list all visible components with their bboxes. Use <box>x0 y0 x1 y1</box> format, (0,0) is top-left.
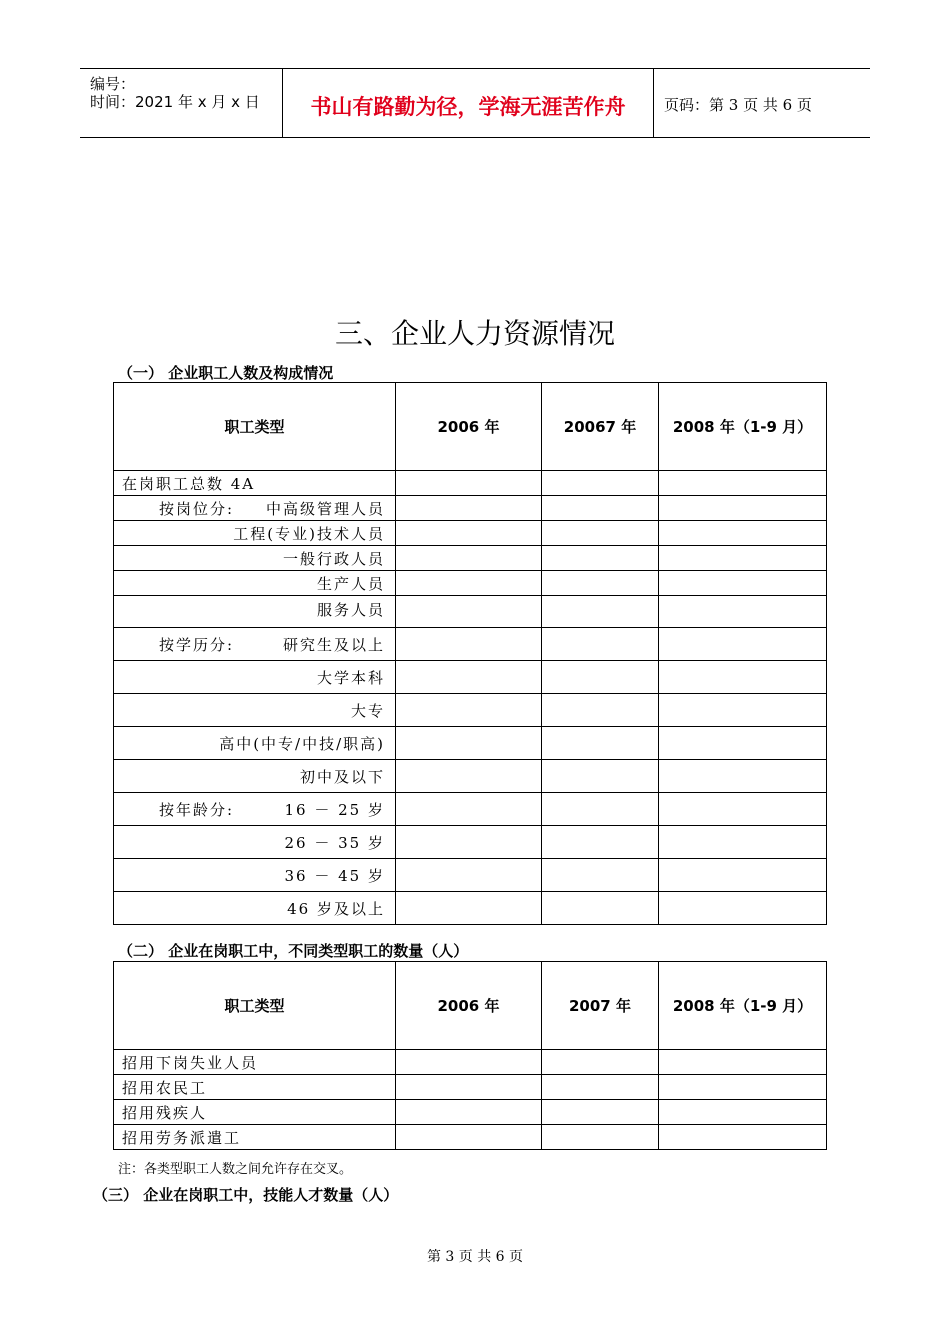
row-label: 工程(专业)技术人员 <box>114 521 396 546</box>
row-label: 大专 <box>114 694 396 727</box>
table-cell[interactable] <box>542 859 659 892</box>
table-cell[interactable] <box>659 496 827 521</box>
table-cell[interactable] <box>396 496 542 521</box>
row-label: 在岗职工总数 4A <box>114 471 396 496</box>
table-cell[interactable] <box>659 826 827 859</box>
table-row <box>114 760 827 793</box>
table-cell[interactable] <box>396 793 542 826</box>
table-cell[interactable] <box>542 571 659 596</box>
column-header: 2007 年 <box>542 962 659 1050</box>
table-row <box>114 571 827 596</box>
table-cell[interactable] <box>542 661 659 694</box>
table-cell[interactable] <box>396 471 542 496</box>
row-label-cell <box>114 496 396 521</box>
section2-heading: （二） 企业在岗职工中，不同类型职工的数量（人） <box>118 942 469 960</box>
column-header: 职工类型 <box>114 383 396 471</box>
page-header <box>80 68 870 138</box>
table-row <box>114 521 827 546</box>
header-motto-cell <box>283 69 654 137</box>
row-label: 招用残疾人 <box>114 1100 396 1125</box>
table-cell[interactable] <box>396 694 542 727</box>
table-cell[interactable] <box>542 471 659 496</box>
table-cell[interactable] <box>659 727 827 760</box>
table-cell[interactable] <box>542 727 659 760</box>
row-label: 大学本科 <box>114 661 396 694</box>
column-header: 2008 年（1-9 月） <box>659 383 827 471</box>
table-row <box>114 859 827 892</box>
row-label: 生产人员 <box>114 571 396 596</box>
table-cell[interactable] <box>542 521 659 546</box>
table-header-row <box>114 962 827 1050</box>
row-label-cell <box>114 793 396 826</box>
column-header: 职工类型 <box>114 962 396 1050</box>
table-cell[interactable] <box>659 892 827 925</box>
row-label: 中高级管理人员 <box>265 499 385 518</box>
table-cell[interactable] <box>396 727 542 760</box>
table-cell[interactable] <box>659 546 827 571</box>
table-cell[interactable] <box>659 628 827 661</box>
table-cell[interactable] <box>659 1125 827 1150</box>
table-cell[interactable] <box>659 596 827 628</box>
row-label: 研究生及以上 <box>282 635 385 654</box>
motto-text: 书山有路勤为径，学海无涯苦作舟 <box>310 95 626 119</box>
row-label: 招用劳务派遣工 <box>114 1125 396 1150</box>
table-row <box>114 1125 827 1150</box>
table-cell[interactable] <box>659 661 827 694</box>
column-header: 20067 年 <box>542 383 659 471</box>
row-label: 36 － 45 岁 <box>114 859 396 892</box>
group-label: 按岗位分: <box>159 499 235 518</box>
table-row <box>114 661 827 694</box>
table-cell[interactable] <box>659 793 827 826</box>
table-cell[interactable] <box>659 571 827 596</box>
section1-heading: （一） 企业职工人数及构成情况 <box>118 364 334 382</box>
table-cell[interactable] <box>542 1050 659 1075</box>
column-header: 2006 年 <box>396 383 542 471</box>
table-cell[interactable] <box>396 1100 542 1125</box>
table-cell[interactable] <box>396 628 542 661</box>
table-cell[interactable] <box>396 1125 542 1150</box>
table-cell[interactable] <box>542 694 659 727</box>
table-row <box>114 826 827 859</box>
row-label: 高中(中专/中技/职高) <box>114 727 396 760</box>
group-label: 按年龄分: <box>159 800 235 819</box>
table-cell[interactable] <box>542 826 659 859</box>
group-label: 按学历分: <box>159 635 235 654</box>
document-time-label: 时间：2021 年 x 月 x 日 <box>90 93 260 111</box>
table-row <box>114 727 827 760</box>
table-cell[interactable] <box>396 571 542 596</box>
table-cell[interactable] <box>396 521 542 546</box>
table-row <box>114 1050 827 1075</box>
header-meta-cell <box>80 69 283 137</box>
row-label: 初中及以下 <box>114 760 396 793</box>
table-header-row <box>114 383 827 471</box>
table-cell[interactable] <box>396 760 542 793</box>
document-number-label: 编号： <box>90 75 136 93</box>
row-label: 26 － 35 岁 <box>114 826 396 859</box>
table-cell[interactable] <box>542 760 659 793</box>
column-header: 2008 年（1-9 月） <box>659 962 827 1050</box>
table-row <box>114 628 827 661</box>
table-row <box>114 793 827 826</box>
table-cell[interactable] <box>659 1100 827 1125</box>
table-cell[interactable] <box>542 793 659 826</box>
row-label: 招用农民工 <box>114 1075 396 1100</box>
table-row <box>114 1100 827 1125</box>
table-cell[interactable] <box>659 694 827 727</box>
table-cell[interactable] <box>396 1050 542 1075</box>
table-cell[interactable] <box>542 892 659 925</box>
table-cell[interactable] <box>542 546 659 571</box>
table-row <box>114 496 827 521</box>
table-cell[interactable] <box>659 471 827 496</box>
row-label: 服务人员 <box>114 596 396 628</box>
row-label: 46 岁及以上 <box>114 892 396 925</box>
table-cell[interactable] <box>542 1100 659 1125</box>
row-label: 一般行政人员 <box>114 546 396 571</box>
table-row <box>114 546 827 571</box>
table-cell[interactable] <box>659 1075 827 1100</box>
table-cell[interactable] <box>396 596 542 628</box>
table-row <box>114 694 827 727</box>
column-header: 2006 年 <box>396 962 542 1050</box>
table-cell[interactable] <box>396 661 542 694</box>
table-row <box>114 596 827 628</box>
table-cell[interactable] <box>396 826 542 859</box>
table-cell[interactable] <box>396 1075 542 1100</box>
table-cell[interactable] <box>396 859 542 892</box>
table-cell[interactable] <box>542 1125 659 1150</box>
row-label: 招用下岗失业人员 <box>114 1050 396 1075</box>
table-cell[interactable] <box>659 521 827 546</box>
table-cell[interactable] <box>542 596 659 628</box>
table-cell[interactable] <box>542 496 659 521</box>
row-label: 16 － 25 岁 <box>284 800 385 819</box>
page-footer: 第 3 页 共 6 页 <box>426 1249 524 1265</box>
section3-heading: （三） 企业在岗职工中，技能人才数量（人） <box>93 1186 399 1204</box>
header-page-cell <box>654 69 870 137</box>
page-title: 三、企业人力资源情况 <box>334 317 615 350</box>
row-label-cell <box>114 628 396 661</box>
table-row <box>114 892 827 925</box>
staff-composition-table <box>113 382 827 925</box>
table-cell[interactable] <box>396 892 542 925</box>
table-cell[interactable] <box>659 1050 827 1075</box>
table-cell[interactable] <box>396 546 542 571</box>
page-info: 页码：第 3 页 共 6 页 <box>664 96 812 114</box>
table-row <box>114 1075 827 1100</box>
table-cell[interactable] <box>542 628 659 661</box>
table-cell[interactable] <box>659 859 827 892</box>
table-cell[interactable] <box>659 760 827 793</box>
staff-type-table <box>113 961 827 1150</box>
table-note: 注：各类型职工人数之间允许存在交叉。 <box>118 1162 353 1177</box>
table-cell[interactable] <box>542 1075 659 1100</box>
table-row <box>114 471 827 496</box>
